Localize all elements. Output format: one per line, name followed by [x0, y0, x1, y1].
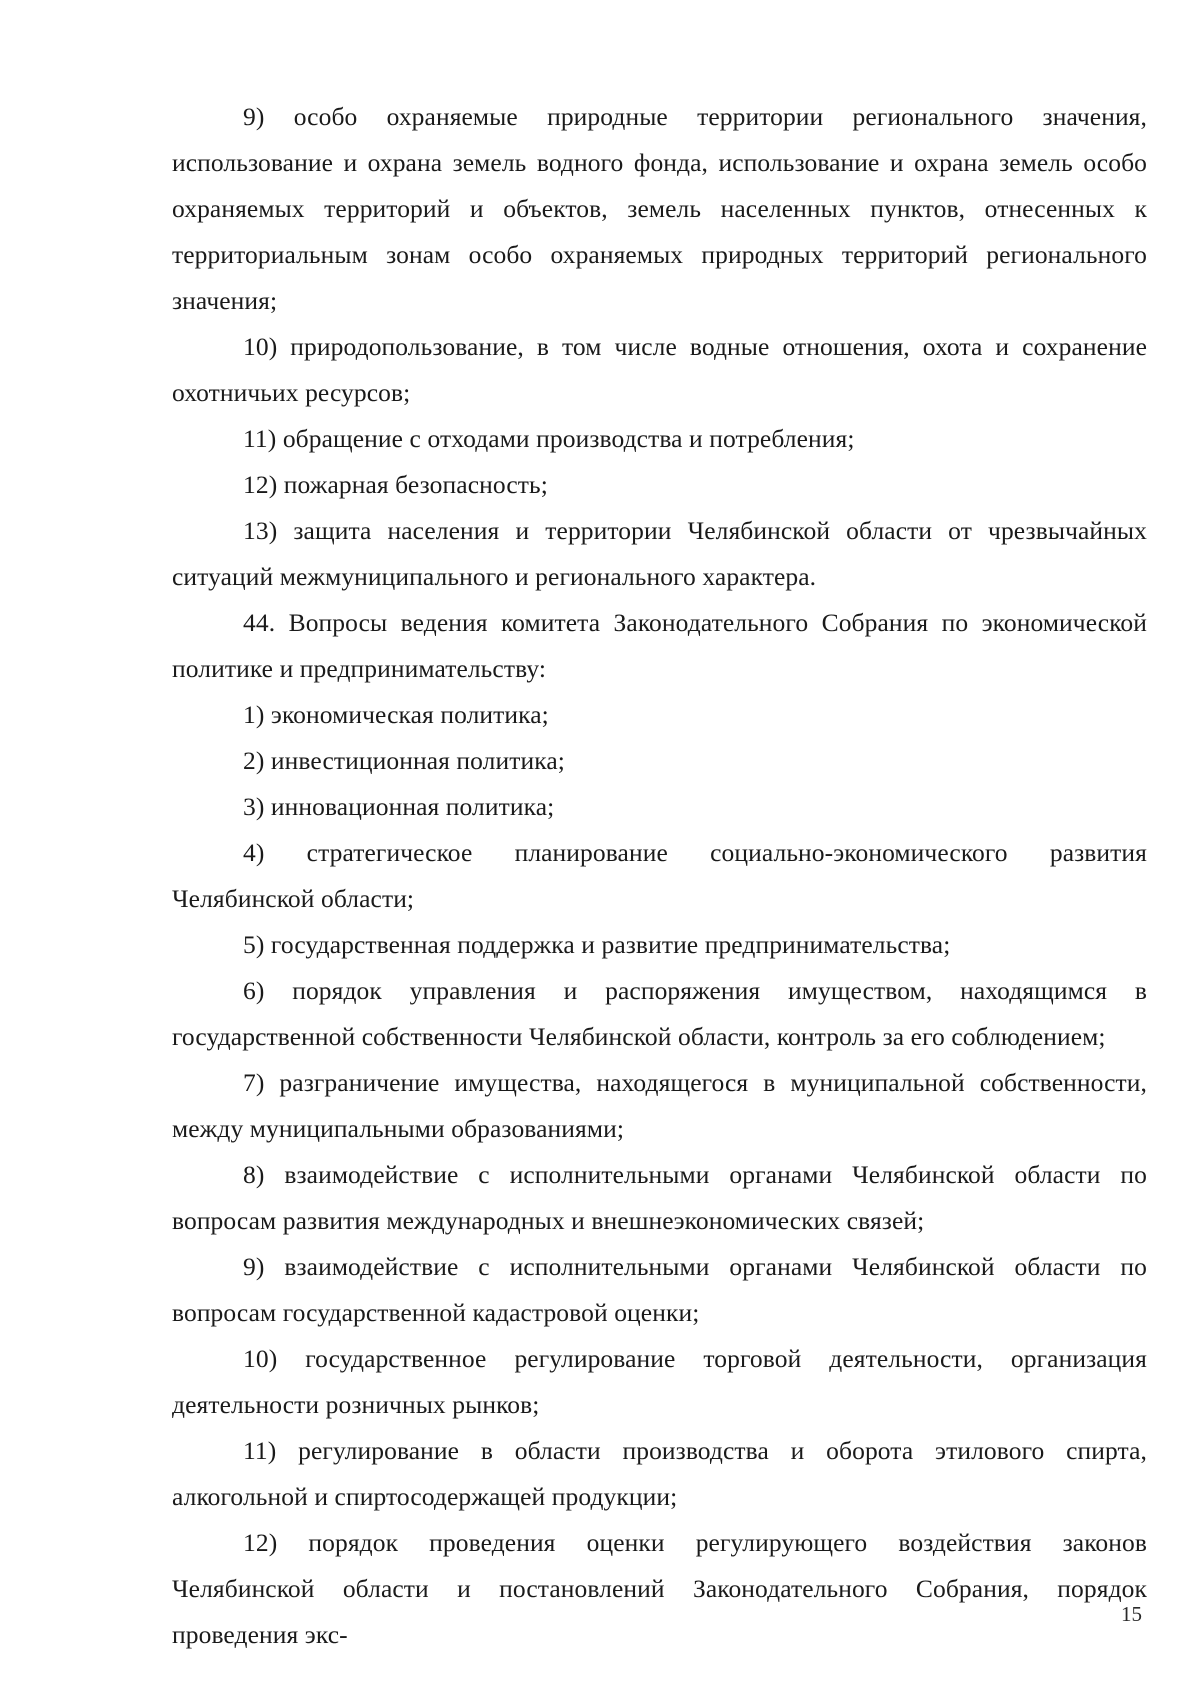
paragraph-item-11-alcohol-regulation: 11) регулирование в области производства и оборота этилового спирта, алкогольной и спиртосодержащей продукции; [172, 1436, 1147, 1511]
paragraph-item-6-property-management: 6) порядок управления и распоряжения имуществом, находящимся в государственной собственности Челябинской области, контроль за его соблюдением; [172, 976, 1147, 1051]
paragraph-item-5-entrepreneurship: 5) государственная поддержка и развитие предпринимательства; [243, 930, 951, 959]
paragraph-item-13-emergency: 13) защита населения и территории Челябинской области от чрезвычайных ситуаций межмуниципального и регионального характера. [172, 516, 1147, 591]
paragraph-item-12-fire-safety: 12) пожарная безопасность; [243, 470, 548, 499]
paragraph-item-8-international-relations: 8) взаимодействие с исполнительными органами Челябинской области по вопросам развития международных и внешнеэкономических связей; [172, 1160, 1147, 1235]
paragraph-section-44: 44. Вопросы ведения комитета Законодательного Собрания по экономической политике и предпринимательству: [172, 608, 1147, 683]
paragraph-item-7-property-division: 7) разграничение имущества, находящегося в муниципальной собственности, между муниципальными образованиями; [172, 1068, 1147, 1143]
paragraph-item-10-nature-use: 10) природопользование, в том числе водные отношения, охота и сохранение охотничьих ресурсов; [172, 332, 1147, 407]
paragraph-item-12-regulatory-impact: 12) порядок проведения оценки регулирующего воздействия законов Челябинской области и постановлений Законодательного Собрания, порядок проведения экс- [172, 1528, 1147, 1649]
paragraph-item-4-strategic-planning: 4) стратегическое планирование социально-экономического развития Челябинской области; [172, 838, 1147, 913]
paragraph-item-9-cadastral-valuation: 9) взаимодействие с исполнительными органами Челябинской области по вопросам государственной кадастровой оценки; [172, 1252, 1147, 1327]
paragraph-item-1-economic-policy: 1) экономическая политика; [243, 700, 549, 729]
paragraph-item-10-trade-regulation: 10) государственное регулирование торговой деятельности, организация деятельности розничных рынков; [172, 1344, 1147, 1419]
paragraph-item-3-innovation-policy: 3) инновационная политика; [243, 792, 555, 821]
page-number: 15 [1121, 1602, 1142, 1626]
paragraph-item-9-protected-areas: 9) особо охраняемые природные территории регионального значения, использование и охрана земель водного фонда, использование и охрана земель особо охраняемых территорий и объектов, земель населенных пунктов, отнесенных к территориальным зонам особо охраняемых природных территорий регионального значения; [172, 102, 1147, 315]
paragraph-item-2-investment-policy: 2) инвестиционная политика; [243, 746, 565, 775]
paragraph-item-11-waste: 11) обращение с отходами производства и потребления; [243, 424, 855, 453]
document-page [172, 94, 1147, 1658]
